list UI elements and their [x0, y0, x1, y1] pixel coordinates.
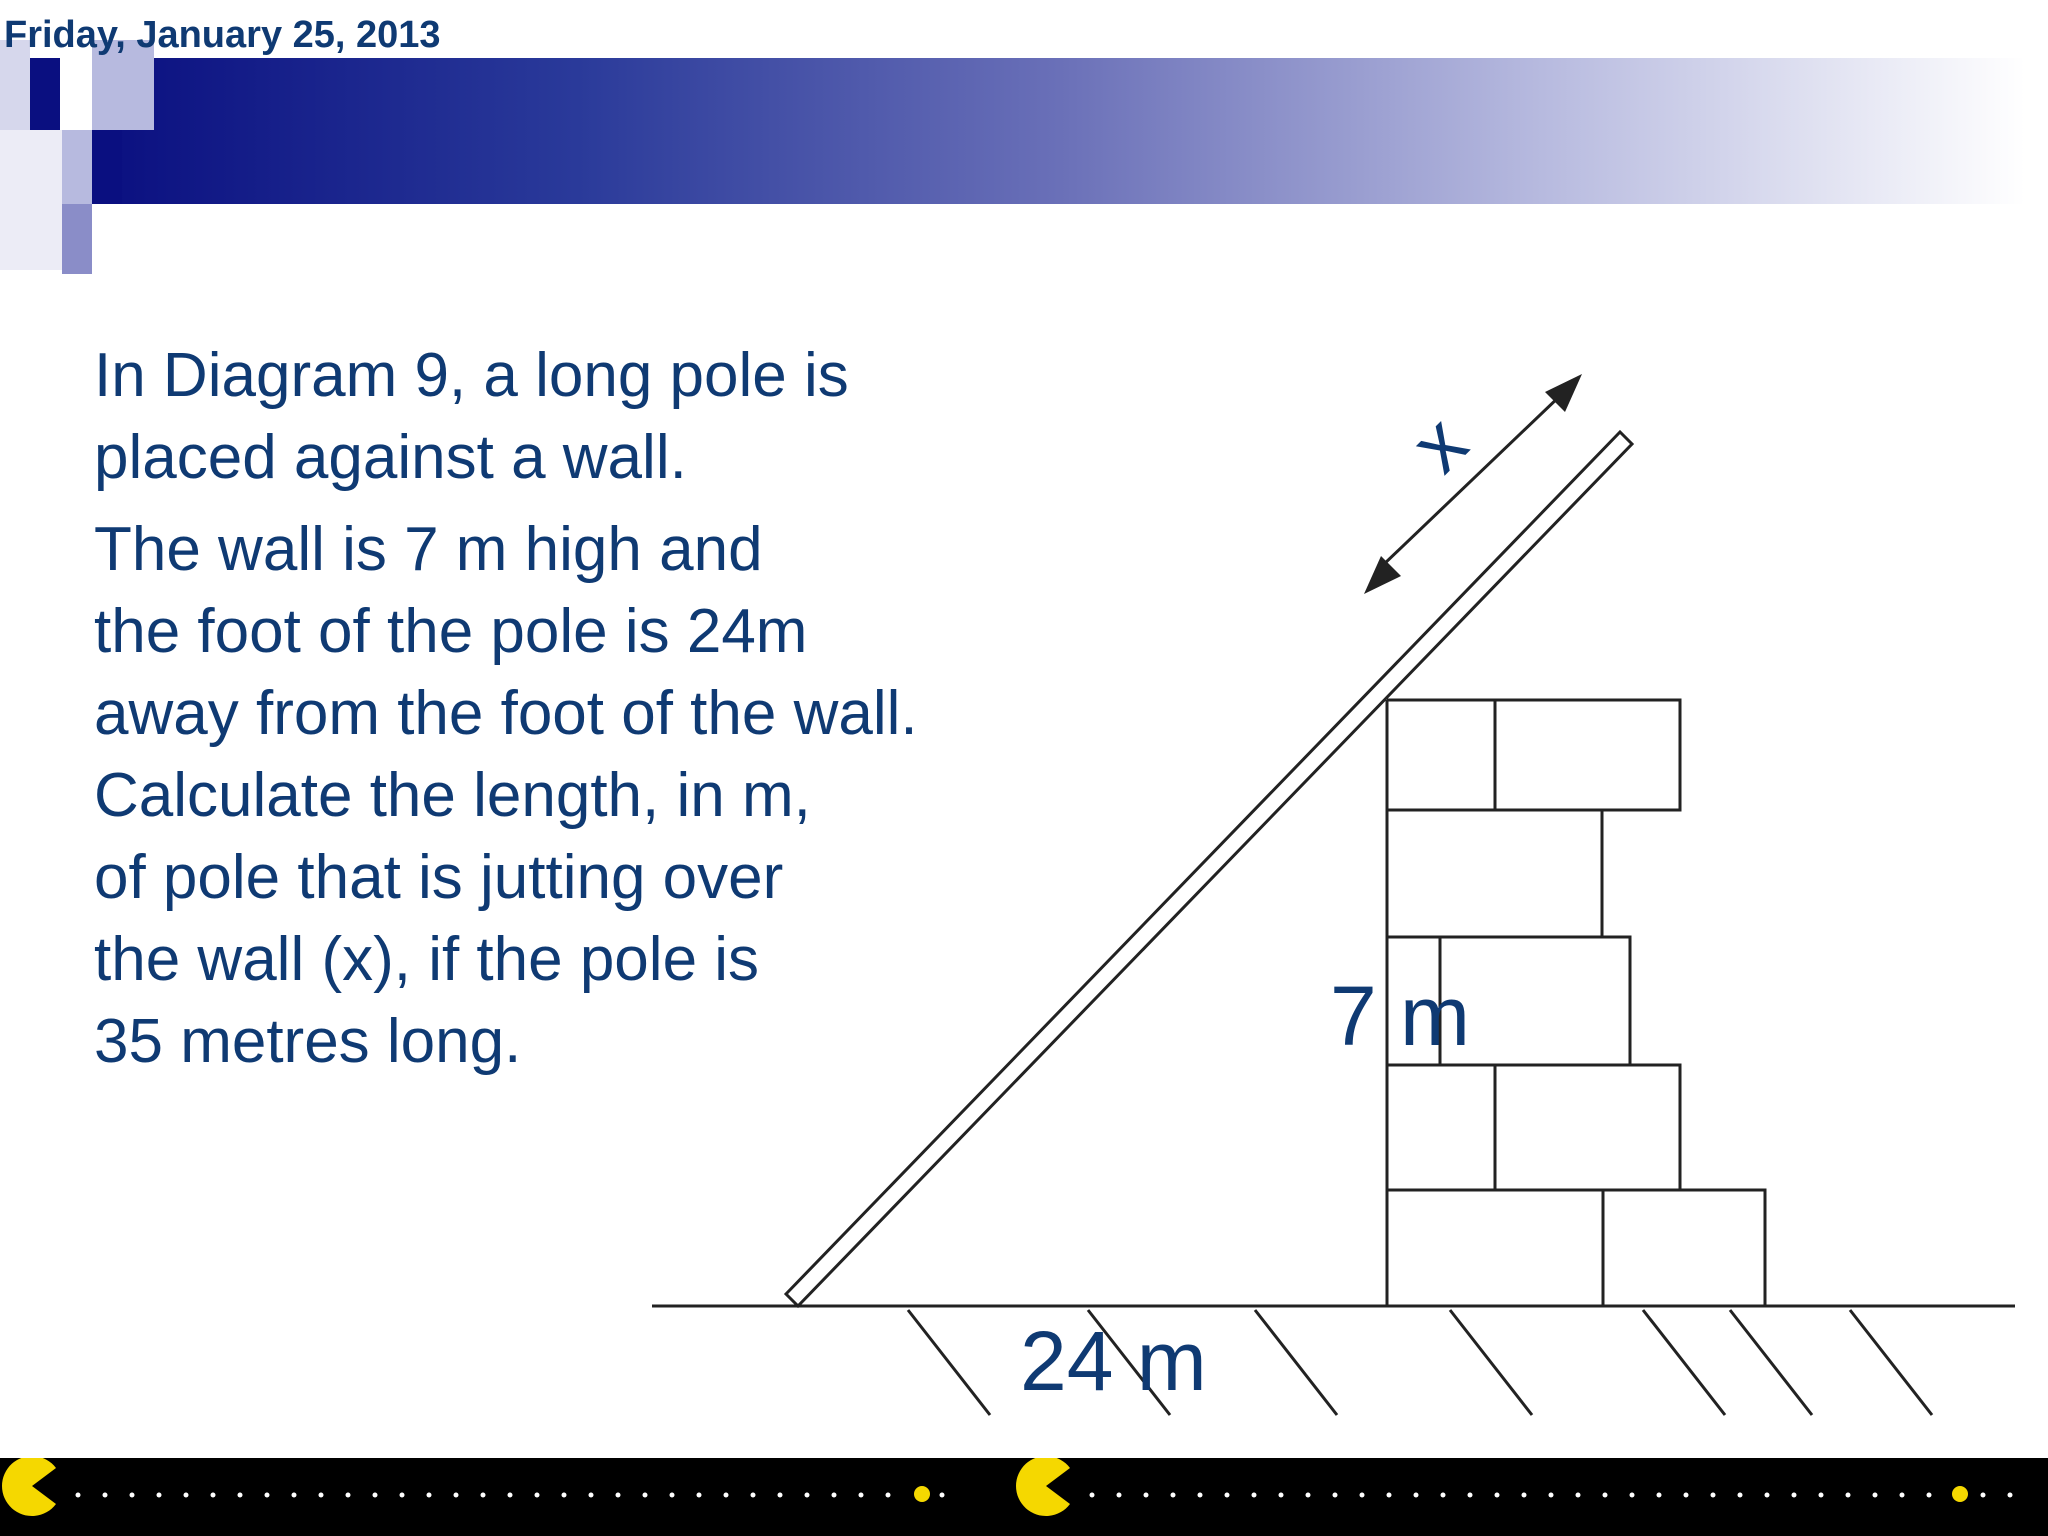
footer-dot — [211, 1493, 216, 1498]
footer-dot — [1657, 1493, 1662, 1498]
footer-dot — [1306, 1493, 1311, 1498]
footer-dot — [103, 1493, 108, 1498]
footer-dot — [1846, 1493, 1851, 1498]
footer-dot — [1981, 1493, 1986, 1498]
footer-dot — [1630, 1493, 1635, 1498]
footer-dot — [886, 1493, 891, 1498]
slide-date: Friday, January 25, 2013 — [4, 14, 441, 56]
label-ground-distance: 24 m — [1020, 1314, 1207, 1408]
footer-dot — [1711, 1493, 1716, 1498]
question-line: 35 metres long. — [94, 1007, 522, 1076]
footer-dot — [76, 1493, 81, 1498]
question-line: away from the foot of the wall. — [94, 679, 918, 748]
pacman-icon — [1016, 1458, 1070, 1516]
footer-dot — [481, 1493, 486, 1498]
footer-dot — [1603, 1493, 1608, 1498]
footer-dot — [346, 1493, 351, 1498]
footer-dots — [76, 1493, 945, 1498]
footer-dot — [940, 1493, 945, 1498]
footer-dot — [778, 1493, 783, 1498]
footer-dot — [1360, 1493, 1365, 1498]
footer-dot — [1522, 1493, 1527, 1498]
footer-dot — [1900, 1493, 1905, 1498]
footer-dot — [1549, 1493, 1554, 1498]
footer-dot — [832, 1493, 837, 1498]
footer-dot — [1252, 1493, 1257, 1498]
footer-dot — [589, 1493, 594, 1498]
footer-dot — [454, 1493, 459, 1498]
question-line: Calculate the length, in m, — [94, 761, 811, 830]
footer-dots — [1090, 1493, 2013, 1498]
footer-dot — [184, 1493, 189, 1498]
footer-dot — [1225, 1493, 1230, 1498]
question-line: of pole that is jutting over — [94, 843, 784, 912]
footer-dot — [697, 1493, 702, 1498]
footer-dot — [1198, 1493, 1203, 1498]
footer-dot — [643, 1493, 648, 1498]
footer-dot — [1333, 1493, 1338, 1498]
footer-dot — [1738, 1493, 1743, 1498]
footer-dot — [670, 1493, 675, 1498]
footer-dot — [1387, 1493, 1392, 1498]
power-pellet-icon — [1952, 1486, 1968, 1502]
footer-dot — [373, 1493, 378, 1498]
footer-dot — [427, 1493, 432, 1498]
arrowhead-icon — [1364, 556, 1401, 594]
question-line: placed against a wall. — [94, 423, 687, 492]
footer-dot — [1792, 1493, 1797, 1498]
footer-dot — [535, 1493, 540, 1498]
question-line: the foot of the pole is 24m — [94, 597, 808, 666]
footer-dot — [1819, 1493, 1824, 1498]
footer-dot — [751, 1493, 756, 1498]
footer-dot — [319, 1493, 324, 1498]
footer-dot — [724, 1493, 729, 1498]
footer-dot — [1927, 1493, 1932, 1498]
pacman-icon — [2, 1458, 56, 1516]
label-wall-height: 7 m — [1330, 969, 1471, 1063]
footer-dot — [1279, 1493, 1284, 1498]
footer-dot — [292, 1493, 297, 1498]
power-pellet-icon — [914, 1486, 930, 1502]
footer-dot — [2008, 1493, 2013, 1498]
footer-dot — [1441, 1493, 1446, 1498]
footer-dot — [562, 1493, 567, 1498]
footer-dot — [1576, 1493, 1581, 1498]
question-line: In Diagram 9, a long pole is — [94, 341, 849, 410]
footer-dot — [859, 1493, 864, 1498]
footer-dot — [400, 1493, 405, 1498]
footer-dot — [157, 1493, 162, 1498]
footer-dot — [1117, 1493, 1122, 1498]
footer-bar — [0, 1458, 2048, 1536]
question-line: the wall (x), if the pole is — [94, 925, 760, 994]
footer-dot — [1495, 1493, 1500, 1498]
pole — [786, 432, 1632, 1306]
footer-dot — [1171, 1493, 1176, 1498]
footer-dot — [805, 1493, 810, 1498]
footer-dot — [1090, 1493, 1095, 1498]
footer-dot — [265, 1493, 270, 1498]
footer-dot — [1468, 1493, 1473, 1498]
footer-dot — [1765, 1493, 1770, 1498]
footer-dot — [1873, 1493, 1878, 1498]
footer-dot — [1144, 1493, 1149, 1498]
label-x: x — [1393, 398, 1484, 489]
footer-dot — [616, 1493, 621, 1498]
footer-dot — [130, 1493, 135, 1498]
footer-dot — [1684, 1493, 1689, 1498]
footer-decoration — [0, 1458, 2048, 1536]
footer-dot — [508, 1493, 513, 1498]
question-line: The wall is 7 m high and — [94, 515, 763, 584]
footer-dot — [238, 1493, 243, 1498]
footer-dot — [1414, 1493, 1419, 1498]
